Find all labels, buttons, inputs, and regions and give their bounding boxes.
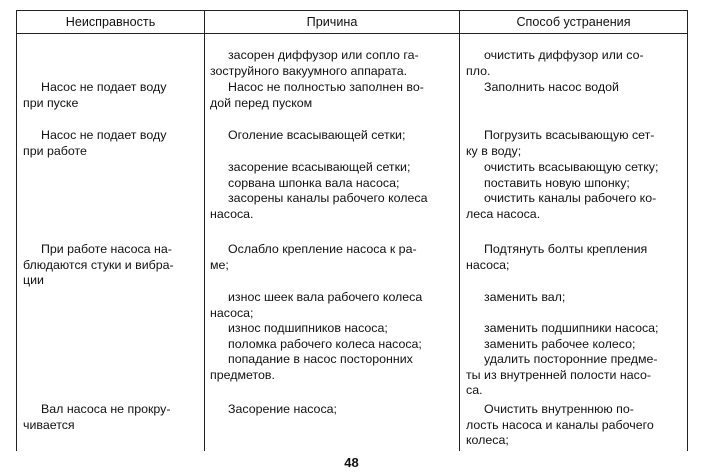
cause-line: засорены каналы рабочего колеса <box>228 191 428 205</box>
remedy-cell <box>466 160 683 222</box>
table-header <box>17 10 687 34</box>
fault-cell <box>23 242 201 289</box>
remedy-line: поставить новую шпонку; <box>484 175 630 190</box>
cause-cell <box>210 48 453 79</box>
remedy-line: Погрузить всасывающую сет- <box>484 128 655 142</box>
fault-line: Насос не подает воду <box>41 80 167 94</box>
cause-line: насоса; <box>210 305 254 320</box>
cause-line: износ подшипников насоса; <box>228 321 388 335</box>
remedy-line: ку в воду; <box>466 143 522 158</box>
remedy-cell <box>466 242 683 273</box>
cause-cell <box>210 160 453 222</box>
cause-line: износ шеек вала рабочего колеса <box>228 290 423 304</box>
cause-cell <box>210 290 453 383</box>
column-divider <box>204 10 205 451</box>
remedy-cell <box>466 128 683 159</box>
cause-line: дой перед пуском <box>210 95 313 110</box>
remedy-line: Заполнить насос водой <box>484 80 619 94</box>
cause-line: засорен диффузор или сопло га- <box>228 48 419 62</box>
remedy-line: лость насоса и каналы рабочего <box>466 417 654 432</box>
cause-line: Засорение насоса; <box>228 402 337 416</box>
cause-line: Ослабло крепление насоса к ра- <box>228 242 417 256</box>
cause-line: сорвана шпонка вала насоса; <box>228 175 400 190</box>
remedy-line: очистить каналы рабочего ко- <box>484 191 657 205</box>
header-fault: Неисправность <box>65 15 156 29</box>
cause-line: попадание в насос посторонних <box>228 352 413 366</box>
remedy-line: удалить посторонние предме- <box>484 352 658 366</box>
fault-line: При работе насоса на- <box>41 242 172 256</box>
remedy-line: пло. <box>466 63 491 78</box>
remedy-line <box>466 306 683 322</box>
fault-cell <box>23 402 201 433</box>
remedy-line: очистить диффузор или со- <box>484 48 644 62</box>
remedy-line: леса насоса. <box>466 206 541 221</box>
remedy-cell <box>466 290 683 399</box>
remedy-line: ты из внутренней полости насо- <box>466 367 651 382</box>
cause-cell <box>210 402 453 418</box>
cause-cell <box>210 128 453 144</box>
fault-cell <box>23 80 201 111</box>
column-divider <box>459 10 460 451</box>
fault-cell <box>23 128 201 159</box>
fault-line: чивается <box>23 417 75 432</box>
header-remedy: Способ устранения <box>516 15 631 29</box>
cause-line: насоса. <box>210 206 254 221</box>
remedy-line: заменить подшипники насоса; <box>484 321 659 335</box>
remedy-line: колеса; <box>466 433 509 447</box>
fault-line: при работе <box>23 143 87 158</box>
remedy-line: заменить рабочее колесо; <box>484 336 636 351</box>
page-number: 48 <box>344 455 359 470</box>
cause-cell <box>210 242 453 273</box>
cause-line: засорение всасывающей сетки; <box>228 160 411 174</box>
remedy-cell <box>466 80 683 96</box>
fault-line: Насос не подает воду <box>41 128 167 142</box>
fault-line: при пуске <box>23 95 79 110</box>
cause-line: поломка рабочего колеса насоса; <box>228 336 422 351</box>
cause-line: Насос не полностью заполнен во- <box>228 80 424 94</box>
fault-line: Вал насоса не прокру- <box>41 402 171 416</box>
cause-line: Оголение всасывающей сетки; <box>228 128 406 142</box>
remedy-line: Подтянуть болты крепления <box>484 242 648 256</box>
fault-line: ции <box>23 273 44 287</box>
cause-line: зоструйного вакуумного аппарата. <box>210 63 408 78</box>
cause-line: ме; <box>210 257 229 272</box>
remedy-line: заменить вал; <box>484 290 566 304</box>
troubleshooting-table <box>16 10 688 451</box>
cause-line: предметов. <box>210 367 275 382</box>
remedy-cell <box>466 402 683 449</box>
fault-line: блюдаются стуки и вибра- <box>23 257 174 272</box>
remedy-line: са. <box>466 383 483 397</box>
cause-cell <box>210 80 453 111</box>
remedy-line: насоса; <box>466 257 510 272</box>
remedy-cell <box>466 48 683 79</box>
header-cause: Причина <box>306 15 358 29</box>
remedy-line: Очистить внутреннюю по- <box>484 402 634 416</box>
remedy-line: очистить всасывающую сетку; <box>484 160 659 174</box>
